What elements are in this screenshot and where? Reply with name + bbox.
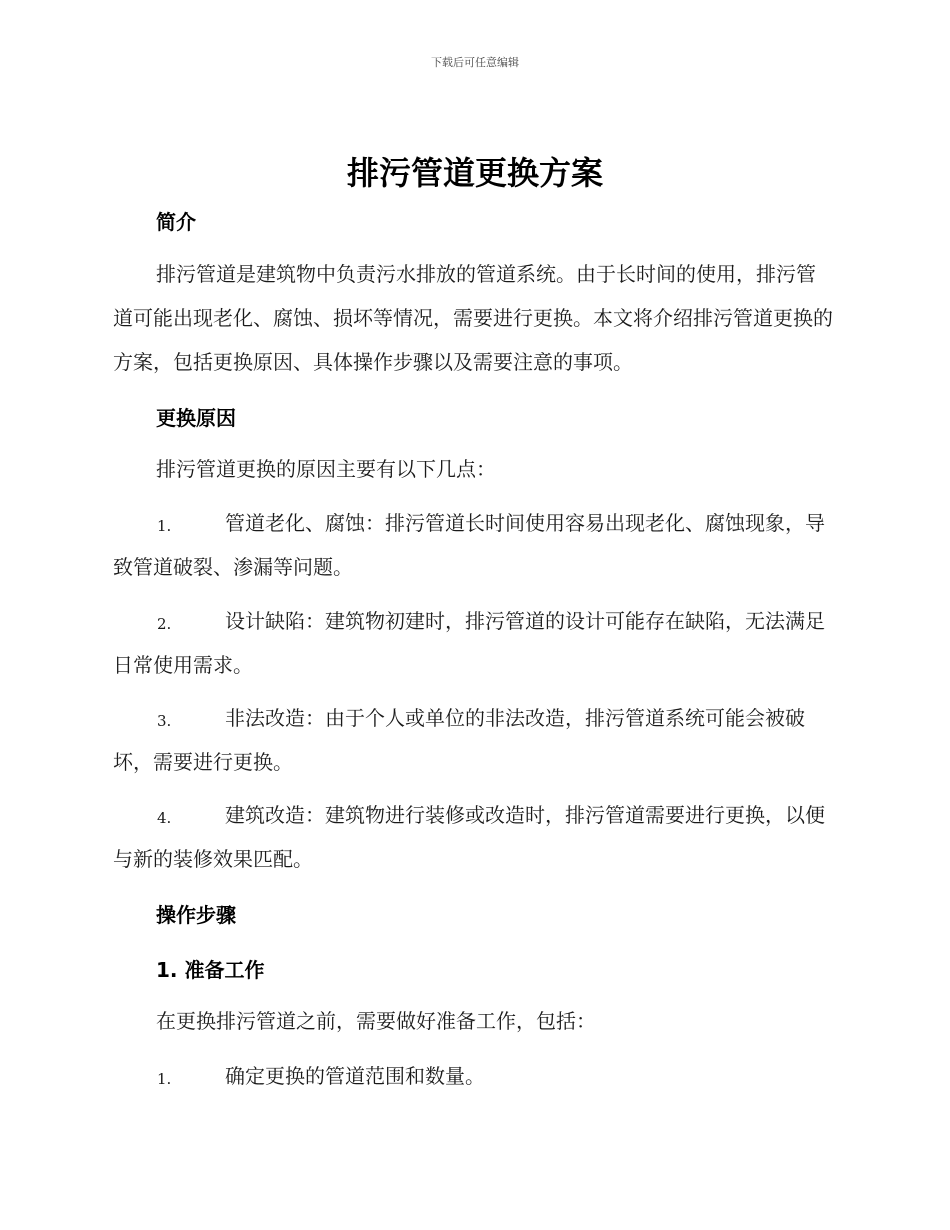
document-title: 排污管道更换方案 bbox=[346, 154, 603, 192]
list-item-number: 2. bbox=[157, 615, 172, 633]
list-item-text: 管道老化、腐蚀：排污管道长时间使用容易出现老化、腐蚀现象，导致管道破裂、渗漏等问题。 bbox=[113, 511, 825, 579]
list-item bbox=[113, 599, 833, 687]
section-heading-reasons: 更换原因 bbox=[156, 406, 236, 430]
reasons-lead-text: 排污管道更换的原因主要有以下几点： bbox=[156, 457, 496, 481]
page-header: 下载后可任意编辑 bbox=[431, 56, 519, 69]
reasons-lead-paragraph bbox=[113, 447, 833, 491]
list-item-text: 建筑改造：建筑物进行装修或改造时，排污管道需要进行更换，以便与新的装修效果匹配。 bbox=[113, 803, 825, 871]
section-heading-steps: 操作步骤 bbox=[156, 903, 236, 927]
section-heading-intro: 简介 bbox=[156, 210, 196, 234]
list-item-number: 3. bbox=[157, 712, 172, 730]
list-item-text: 设计缺陷：建筑物初建时，排污管道的设计可能存在缺陷，无法满足日常使用需求。 bbox=[113, 609, 825, 677]
list-item bbox=[113, 1054, 833, 1098]
prep-lead-text: 在更换排污管道之前，需要做好准备工作，包括： bbox=[156, 1009, 596, 1033]
list-item-number: 1. bbox=[157, 517, 172, 535]
list-item bbox=[113, 501, 833, 589]
list-item bbox=[113, 696, 833, 784]
list-item-text: 确定更换的管道范围和数量。 bbox=[225, 1064, 485, 1088]
list-item bbox=[113, 793, 833, 881]
intro-paragraph-text: 排污管道是建筑物中负责污水排放的管道系统。由于长时间的使用，排污管道可能出现老化、腐蚀、损坏等情况，需要进行更换。本文将介绍排污管道更换的方案，包括更换原因、具体操作步骤以及需要注意的事项。 bbox=[113, 262, 833, 374]
list-item-number: 1. bbox=[157, 1070, 172, 1088]
list-item-text: 非法改造：由于个人或单位的非法改造，排污管道系统可能会被破坏，需要进行更换。 bbox=[113, 706, 805, 774]
intro-paragraph bbox=[113, 252, 833, 384]
subsection-heading-prep: 1. 准备工作 bbox=[156, 958, 265, 982]
prep-lead-paragraph bbox=[113, 999, 833, 1043]
list-item-number: 4. bbox=[157, 809, 172, 827]
